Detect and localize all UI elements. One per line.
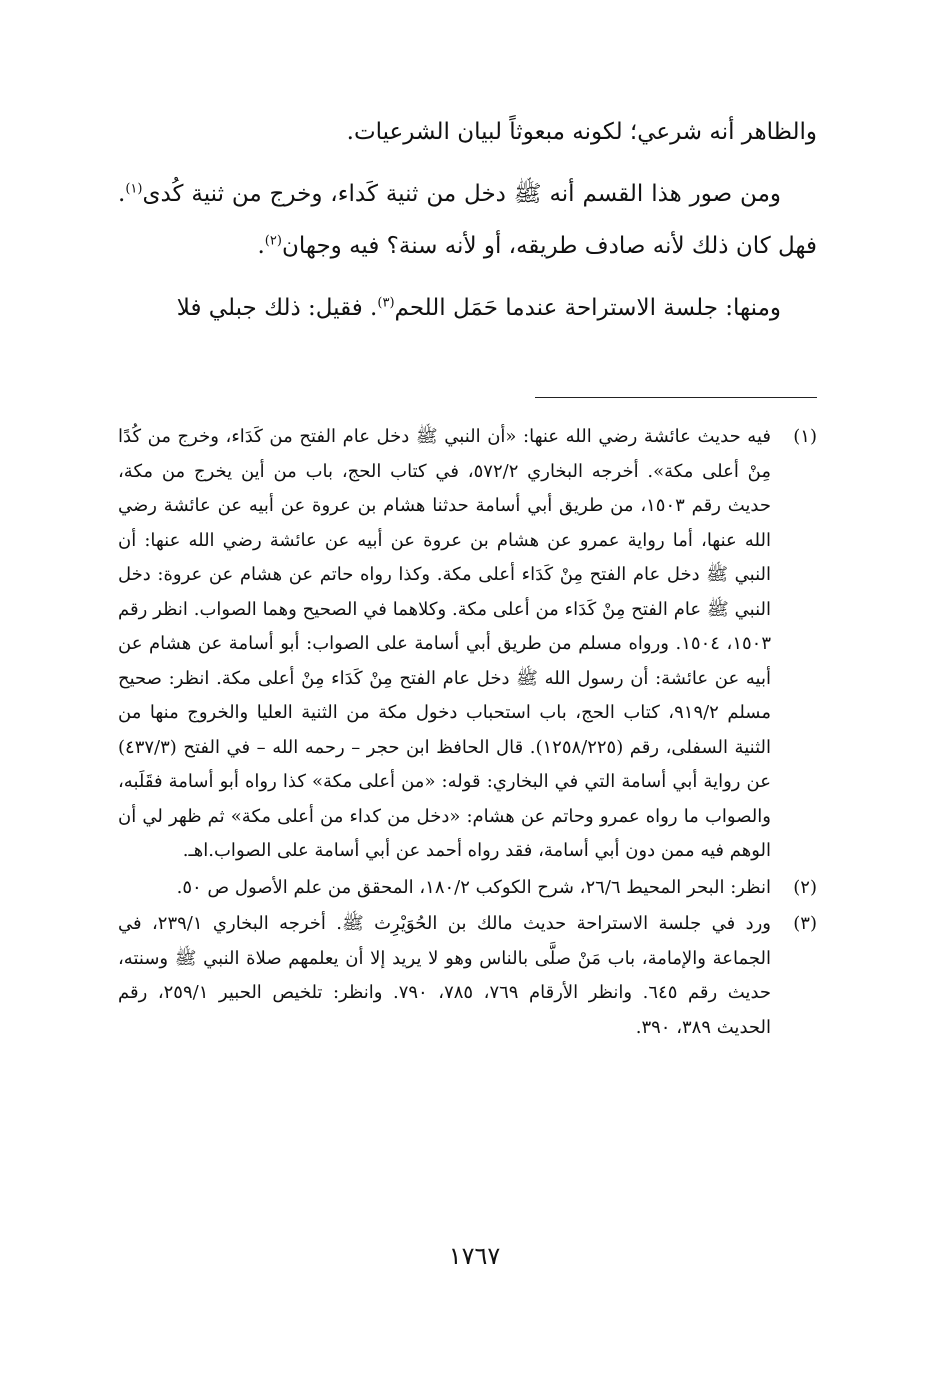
footnote-2 [118, 871, 817, 906]
footnote-ref-2[interactable]: (٢) [264, 233, 282, 249]
footnote-3 [118, 907, 817, 1045]
footnote-ref-1[interactable]: (١) [125, 181, 143, 197]
footnote-number: (١) [793, 426, 817, 447]
paragraph-3-text: ومنها: جلسة الاستراحة عندما حَمَل اللحم [394, 295, 781, 321]
paragraph-1-text: والظاهر أنه شرعي؛ لكونه مبعوثاً لبيان الشرعيات. [346, 119, 817, 145]
main-text [118, 106, 817, 344]
paragraph-3 [118, 282, 817, 334]
footnote-1 [118, 420, 817, 869]
footnote-text: انظر: البحر المحيط ٢٦/٦، شرح الكوكب ١٨٠/٢، المحقق من علم الأصول ص ٥٠. [176, 876, 771, 898]
footnote-ref-3[interactable]: (٣) [377, 295, 395, 311]
paragraph-2-text: ومن صور هذا القسم أنه ﷺ دخل من ثنية كَداء، وخرج من ثنية كُدى [142, 181, 781, 207]
paragraph-2-end: . [257, 233, 265, 259]
footnote-number: (٣) [793, 913, 817, 934]
page-number: ١٧٦٧ [448, 1242, 501, 1270]
paragraph-3-end: . فقيل: ذلك جبلي فلا [176, 295, 378, 321]
paragraph-2 [118, 168, 817, 272]
paragraph-1 [118, 106, 817, 158]
footnote-text: فيه حديث عائشة رضي الله عنها: «أن النبي ﷺ دخل عام الفتح من كَدَاء، وخرج من كُدًا مِنْ أعلى مكة». أخرجه البخاري ٥٧٢/٢، في كتاب الحج، باب من أين يخرج من مكة، حديث رقم ١٥٠٣، من طريق أبي أسامة حدثنا هشام بن عروة عن أبيه عن عائشة رضي الله عنها، أما رواية عمرو عن هشام بن عروة عن أبيه عن عائشة رضي الله عنها: أن النبي ﷺ دخل عام الفتح مِنْ كَدَاء أعلى مكة. وكذا رواه حاتم عن هشام عن عروة: دخل النبي ﷺ عام الفتح مِنْ كَدَاء من أعلى مكة. وكلاهما في الصحيح وهما الصواب. انظر رقم ١٥٠٣، ١٥٠٤. ورواه مسلم من طريق أبي أسامة على الصواب: أبو أسامة عن هشام عن أبيه عن عائشة: أن رسول الله ﷺ دخل عام الفتح مِنْ كَدَاء مِنْ أعلى مكة. انظر: صحيح مسلم ٩١٩/٢، كتاب الحج، باب استحباب دخول مكة من الثنية العليا والخروج منها من الثنية السفلى، رقم (١٢٥٨/٢٢٥). قال الحافظ ابن حجر – رحمه الله – في الفتح (٤٣٧/٣) عن رواية أبي أسامة التي في البخاري: قوله: «من أعلى مكة» كذا رواه أبو أسامة فقَلَبه، والصواب ما رواه عمرو وحاتم عن هشام: «دخل من كداء من أعلى مكة» ثم ظهر لي أن الوهم فيه ممن دون أبي أسامة، فقد رواه أحمد عن أبي أسامة على الصواب.اهـ. [118, 426, 772, 861]
footnote-separator [535, 397, 817, 398]
footnotes [118, 420, 817, 1047]
paragraph-2-mid: . فهل كان ذلك لأنه صادف طريقه، أو لأنه سنة؟ فيه وجهان [118, 181, 817, 259]
footnote-text: ورد في جلسة الاستراحة حديث مالك بن الحُوَيْرِث ﷺ. أخرجه البخاري ٢٣٩/١، في الجماعة والإمامة، باب مَنْ صلَّى بالناس وهو لا يريد إلا أن يعلمهم صلاة النبي ﷺ وسنته، حديث رقم ٦٤٥. وانظر الأرقام ٧٦٩، ٧٨٥، ٧٩٠. وانظر: تلخيص الحبير ٢٥٩/١، رقم الحديث ٣٨٩، ٣٩٠. [118, 913, 772, 1038]
footnote-number: (٢) [793, 876, 817, 898]
